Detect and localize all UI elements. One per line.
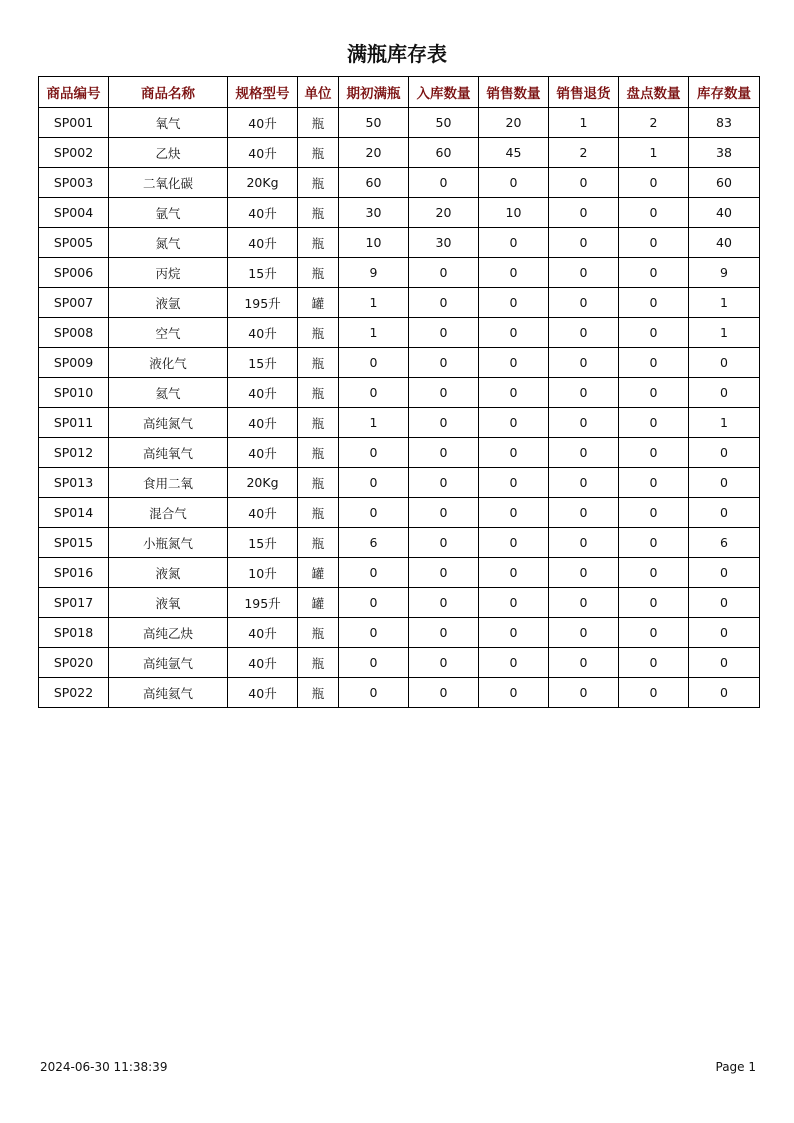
table-cell: 0 (409, 318, 479, 348)
table-cell: 40升 (228, 198, 298, 228)
table-cell: 40升 (228, 438, 298, 468)
table-cell: 0 (619, 438, 689, 468)
table-cell: 1 (619, 138, 689, 168)
table-cell: 0 (479, 438, 549, 468)
table-cell: 0 (409, 498, 479, 528)
table-cell: 0 (479, 348, 549, 378)
table-cell: 0 (479, 228, 549, 258)
table-cell: 0 (409, 438, 479, 468)
table-cell: 高纯氦气 (109, 678, 228, 708)
table-cell: 瓶 (298, 438, 339, 468)
table-cell: 0 (479, 678, 549, 708)
table-cell: 0 (339, 648, 409, 678)
table-cell: 0 (409, 258, 479, 288)
table-row (39, 468, 760, 498)
table-cell: 10 (339, 228, 409, 258)
table-cell: 0 (409, 558, 479, 588)
table-cell: SP008 (39, 318, 109, 348)
table-row (39, 648, 760, 678)
table-cell: 40升 (228, 378, 298, 408)
table-cell: 0 (619, 528, 689, 558)
table-cell: 0 (619, 198, 689, 228)
table-cell: 0 (549, 528, 619, 558)
table-cell: 液氩 (109, 288, 228, 318)
table-cell: 0 (619, 318, 689, 348)
table-cell: 60 (689, 168, 760, 198)
table-cell: 0 (619, 348, 689, 378)
table-cell: 瓶 (298, 108, 339, 138)
table-cell: 0 (549, 348, 619, 378)
table-cell: SP022 (39, 678, 109, 708)
table-cell: 0 (549, 498, 619, 528)
table-cell: 0 (689, 678, 760, 708)
page-number: Page 1 (715, 1060, 756, 1074)
table-cell: 1 (689, 318, 760, 348)
column-header: 盘点数量 (619, 77, 689, 108)
table-cell: 0 (409, 468, 479, 498)
table-row (39, 198, 760, 228)
table-cell: 0 (619, 678, 689, 708)
table-cell: 氧气 (109, 108, 228, 138)
table-cell: 0 (619, 378, 689, 408)
table-cell: 0 (689, 378, 760, 408)
table-cell: 0 (479, 468, 549, 498)
table-cell: 0 (549, 288, 619, 318)
column-header: 销售退货 (549, 77, 619, 108)
table-cell: SP002 (39, 138, 109, 168)
table-cell: 0 (409, 348, 479, 378)
table-cell: 10 (479, 198, 549, 228)
column-header: 商品名称 (109, 77, 228, 108)
table-cell: 瓶 (298, 228, 339, 258)
table-cell: 20Kg (228, 468, 298, 498)
table-cell: SP006 (39, 258, 109, 288)
header-row (39, 77, 760, 108)
table-row (39, 378, 760, 408)
table-cell: 0 (409, 378, 479, 408)
table-cell: 氦气 (109, 378, 228, 408)
table-cell: SP020 (39, 648, 109, 678)
table-cell: 瓶 (298, 378, 339, 408)
table-cell: 0 (479, 498, 549, 528)
table-cell: 0 (409, 618, 479, 648)
table-row (39, 558, 760, 588)
table-cell: 50 (409, 108, 479, 138)
table-row (39, 618, 760, 648)
table-cell: 0 (479, 318, 549, 348)
table-cell: 瓶 (298, 318, 339, 348)
table-cell: 0 (479, 618, 549, 648)
table-cell: 83 (689, 108, 760, 138)
table-cell: 0 (549, 168, 619, 198)
table-cell: 0 (409, 168, 479, 198)
table-cell: 60 (409, 138, 479, 168)
table-cell: 0 (619, 408, 689, 438)
table-cell: 瓶 (298, 258, 339, 288)
column-header: 库存数量 (689, 77, 760, 108)
table-cell: SP015 (39, 528, 109, 558)
table-cell: 二氧化碳 (109, 168, 228, 198)
table-cell: 40升 (228, 648, 298, 678)
column-header: 规格型号 (228, 77, 298, 108)
table-cell: 丙烷 (109, 258, 228, 288)
table-cell: 10升 (228, 558, 298, 588)
table-cell: 0 (619, 288, 689, 318)
table-cell: 0 (409, 678, 479, 708)
table-cell: 0 (619, 228, 689, 258)
table-cell: 0 (479, 258, 549, 288)
table-cell: 0 (409, 288, 479, 318)
table-cell: 2 (619, 108, 689, 138)
table-cell: 0 (479, 528, 549, 558)
table-cell: 45 (479, 138, 549, 168)
table-cell: 0 (339, 618, 409, 648)
table-cell: 1 (689, 408, 760, 438)
table-cell: 0 (549, 408, 619, 438)
print-timestamp: 2024-06-30 11:38:39 (40, 1060, 168, 1074)
table-cell: 0 (689, 348, 760, 378)
table-cell: 高纯氧气 (109, 438, 228, 468)
column-header: 期初满瓶 (339, 77, 409, 108)
table-cell: 60 (339, 168, 409, 198)
table-cell: 0 (409, 408, 479, 438)
table-cell: 1 (549, 108, 619, 138)
table-cell: 0 (549, 468, 619, 498)
table-cell: 瓶 (298, 168, 339, 198)
table-cell: SP012 (39, 438, 109, 468)
table-cell: 0 (339, 378, 409, 408)
table-cell: 高纯氩气 (109, 648, 228, 678)
table-cell: 0 (689, 588, 760, 618)
table-cell: 0 (619, 648, 689, 678)
table-cell: 0 (479, 378, 549, 408)
table-row (39, 678, 760, 708)
table-row (39, 138, 760, 168)
table-cell: 瓶 (298, 408, 339, 438)
table-cell: SP014 (39, 498, 109, 528)
table-cell: 6 (689, 528, 760, 558)
table-cell: 0 (549, 588, 619, 618)
table-cell: 40升 (228, 498, 298, 528)
table-cell: 瓶 (298, 348, 339, 378)
table-cell: 20 (479, 108, 549, 138)
table-cell: 0 (619, 468, 689, 498)
table-row (39, 168, 760, 198)
table-cell: 20Kg (228, 168, 298, 198)
table-row (39, 528, 760, 558)
table-cell: SP003 (39, 168, 109, 198)
table-cell: 30 (339, 198, 409, 228)
table-cell: 瓶 (298, 618, 339, 648)
table-cell: 40升 (228, 318, 298, 348)
table-cell: 0 (619, 588, 689, 618)
table-cell: 40 (689, 198, 760, 228)
table-cell: 液氮 (109, 558, 228, 588)
table-cell: 瓶 (298, 528, 339, 558)
table-row (39, 348, 760, 378)
table-cell: 0 (549, 228, 619, 258)
table-cell: 液化气 (109, 348, 228, 378)
table-row (39, 288, 760, 318)
table-cell: 15升 (228, 348, 298, 378)
table-cell: 0 (549, 678, 619, 708)
table-cell: 液氧 (109, 588, 228, 618)
table-cell: 0 (549, 618, 619, 648)
table-row (39, 318, 760, 348)
table-cell: 乙炔 (109, 138, 228, 168)
table-cell: 1 (689, 288, 760, 318)
table-row (39, 408, 760, 438)
table-cell: 0 (479, 648, 549, 678)
table-cell: 0 (549, 648, 619, 678)
column-header: 入库数量 (409, 77, 479, 108)
table-cell: SP016 (39, 558, 109, 588)
table-cell: 高纯氮气 (109, 408, 228, 438)
table-cell: 高纯乙炔 (109, 618, 228, 648)
table-cell: 瓶 (298, 498, 339, 528)
column-header: 商品编号 (39, 77, 109, 108)
table-cell: 30 (409, 228, 479, 258)
table-cell: 40升 (228, 678, 298, 708)
table-cell: SP009 (39, 348, 109, 378)
table-cell: 0 (619, 168, 689, 198)
table-cell: 0 (339, 468, 409, 498)
table-cell: 0 (339, 348, 409, 378)
table-cell: 瓶 (298, 198, 339, 228)
table-cell: 0 (409, 588, 479, 618)
table-cell: 1 (339, 318, 409, 348)
table-cell: 罐 (298, 288, 339, 318)
table-cell: 罐 (298, 558, 339, 588)
table-cell: 0 (409, 648, 479, 678)
table-cell: 40升 (228, 138, 298, 168)
table-cell: 0 (689, 468, 760, 498)
table-cell: 瓶 (298, 138, 339, 168)
table-cell: SP005 (39, 228, 109, 258)
table-cell: 0 (549, 378, 619, 408)
table-cell: 空气 (109, 318, 228, 348)
table-cell: 50 (339, 108, 409, 138)
table-cell: 0 (689, 498, 760, 528)
table-cell: 氮气 (109, 228, 228, 258)
table-cell: 0 (549, 258, 619, 288)
table-cell: 0 (549, 438, 619, 468)
table-cell: 0 (619, 618, 689, 648)
table-row (39, 498, 760, 528)
table-cell: 0 (619, 498, 689, 528)
table-cell: 瓶 (298, 468, 339, 498)
table-cell: 0 (339, 438, 409, 468)
table-cell: 瓶 (298, 648, 339, 678)
table-cell: SP007 (39, 288, 109, 318)
table-cell: 0 (479, 288, 549, 318)
table-cell: SP011 (39, 408, 109, 438)
table-cell: 40升 (228, 408, 298, 438)
table-row (39, 108, 760, 138)
table-cell: SP010 (39, 378, 109, 408)
table-cell: 0 (549, 318, 619, 348)
table-cell: 0 (339, 588, 409, 618)
table-cell: 0 (409, 528, 479, 558)
table-cell: 38 (689, 138, 760, 168)
column-header: 单位 (298, 77, 339, 108)
table-row (39, 228, 760, 258)
table-cell: 小瓶氮气 (109, 528, 228, 558)
table-cell: SP013 (39, 468, 109, 498)
table-cell: 混合气 (109, 498, 228, 528)
inventory-table (38, 76, 760, 708)
table-header (39, 77, 760, 108)
table-cell: 15升 (228, 528, 298, 558)
table-cell: 0 (689, 558, 760, 588)
table-cell: 0 (689, 648, 760, 678)
column-header: 销售数量 (479, 77, 549, 108)
table-row (39, 588, 760, 618)
table-cell: 9 (689, 258, 760, 288)
table-cell: 20 (339, 138, 409, 168)
table-cell: 氩气 (109, 198, 228, 228)
table-cell: 40升 (228, 108, 298, 138)
table-cell: 0 (689, 438, 760, 468)
table-cell: 1 (339, 288, 409, 318)
table-cell: 食用二氧 (109, 468, 228, 498)
table-cell: SP001 (39, 108, 109, 138)
table-cell: 15升 (228, 258, 298, 288)
table-cell: 40升 (228, 618, 298, 648)
table-cell: 195升 (228, 288, 298, 318)
table-cell: 2 (549, 138, 619, 168)
table-body (39, 108, 760, 708)
report-title: 满瓶库存表 (347, 42, 447, 66)
table-cell: 6 (339, 528, 409, 558)
table-cell: 0 (479, 588, 549, 618)
table-cell: SP017 (39, 588, 109, 618)
table-row (39, 438, 760, 468)
table-cell: 0 (689, 618, 760, 648)
table-cell: 0 (339, 678, 409, 708)
table-cell: SP004 (39, 198, 109, 228)
table-cell: SP018 (39, 618, 109, 648)
table-cell: 1 (339, 408, 409, 438)
table-cell: 0 (339, 558, 409, 588)
table-cell: 罐 (298, 588, 339, 618)
table-cell: 0 (619, 258, 689, 288)
table-cell: 40升 (228, 228, 298, 258)
table-cell: 40 (689, 228, 760, 258)
table-cell: 195升 (228, 588, 298, 618)
table-cell: 0 (479, 168, 549, 198)
table-cell: 0 (479, 408, 549, 438)
table-cell: 20 (409, 198, 479, 228)
table-cell: 0 (549, 558, 619, 588)
table-cell: 0 (619, 558, 689, 588)
table-row (39, 258, 760, 288)
table-cell: 瓶 (298, 678, 339, 708)
table-cell: 9 (339, 258, 409, 288)
table-cell: 0 (339, 498, 409, 528)
table-cell: 0 (549, 198, 619, 228)
table-cell: 0 (479, 558, 549, 588)
